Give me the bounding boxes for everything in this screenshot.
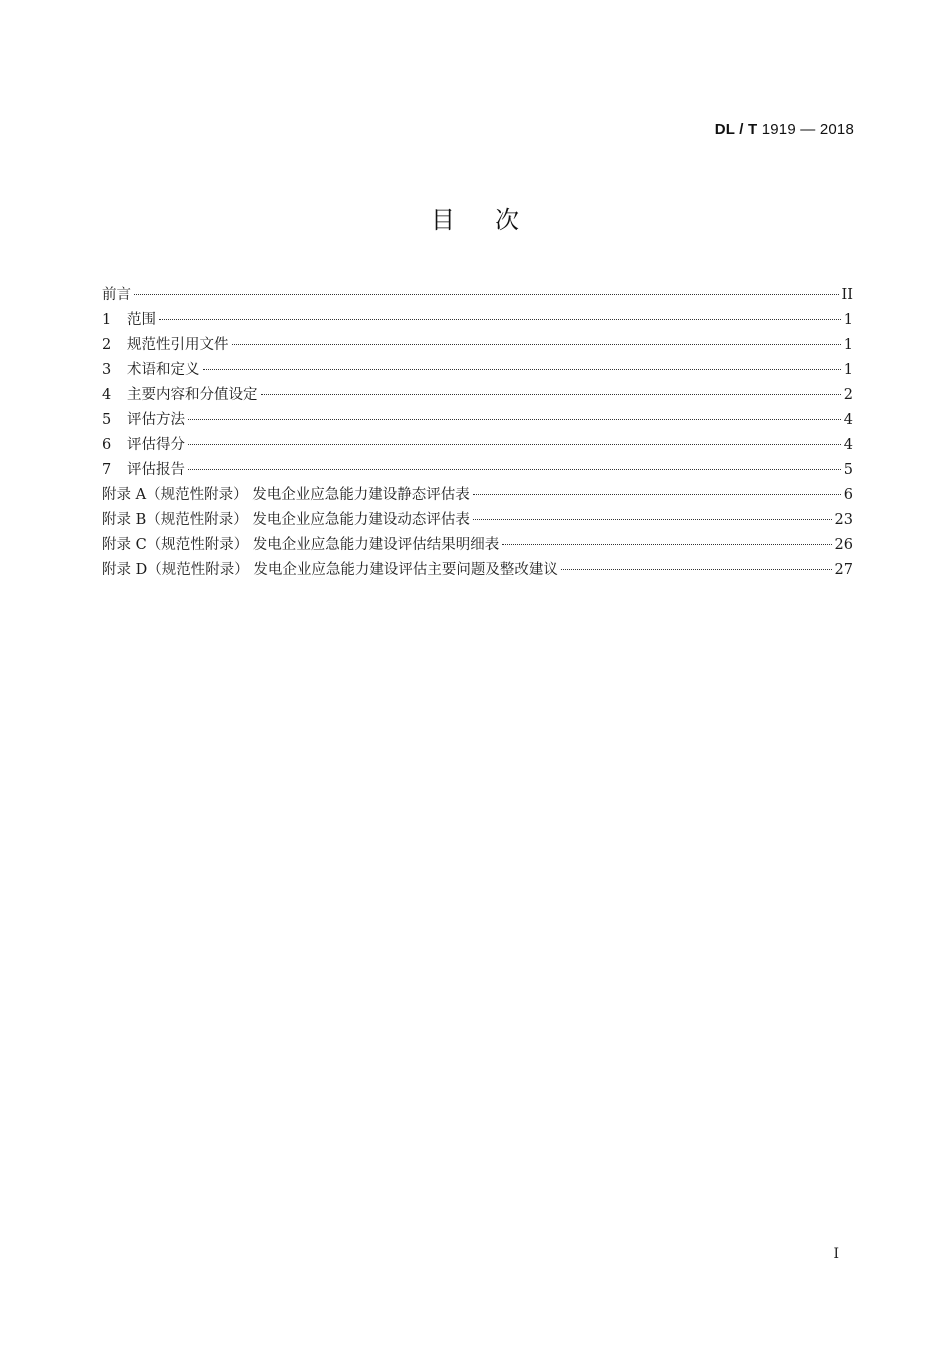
toc-entry-page: 1 xyxy=(843,312,853,328)
toc-entry-label: 附录 A（规范性附录） 发电企业应急能力建设静态评估表 xyxy=(102,487,470,503)
toc-leader-dots xyxy=(502,544,831,545)
toc-entry-page: 6 xyxy=(843,487,853,503)
toc-leader-dots xyxy=(232,344,841,345)
toc-entry-appendix-c[interactable] xyxy=(102,533,853,558)
toc-entry-page: 1 xyxy=(843,337,853,353)
toc-leader-dots xyxy=(188,444,841,445)
toc-entry-page: 26 xyxy=(834,537,853,553)
toc-entry-3[interactable] xyxy=(102,358,853,383)
toc-entry-page: 4 xyxy=(843,437,853,453)
toc-entry-page: 2 xyxy=(843,387,853,403)
toc-entry-appendix-a[interactable] xyxy=(102,483,853,508)
toc-leader-dots xyxy=(473,519,832,520)
toc-entry-7[interactable] xyxy=(102,458,853,483)
toc-leader-dots xyxy=(188,469,841,470)
toc-entry-1[interactable] xyxy=(102,308,853,333)
toc-entry-page: II xyxy=(841,287,853,303)
toc-leader-dots xyxy=(159,319,841,320)
toc-entry-number: 1 xyxy=(102,312,112,328)
toc-entry-label: 评估得分 xyxy=(127,437,185,453)
toc-entry-label: 术语和定义 xyxy=(127,362,200,378)
toc-entry-5[interactable] xyxy=(102,408,853,433)
standard-number: 1919 — 2018 xyxy=(761,121,854,138)
toc-entry-label: 规范性引用文件 xyxy=(127,337,229,353)
toc-entry-label: 附录 B（规范性附录） 发电企业应急能力建设动态评估表 xyxy=(102,512,470,528)
toc-entry-4[interactable] xyxy=(102,383,853,408)
toc-entry-label: 范围 xyxy=(127,312,156,328)
toc-leader-dots xyxy=(561,569,832,570)
toc-entry-number: 6 xyxy=(102,437,112,453)
toc-entry-number: 5 xyxy=(102,412,112,428)
table-of-contents xyxy=(102,283,853,583)
toc-entry-label: 附录 C（规范性附录） 发电企业应急能力建设评估结果明细表 xyxy=(102,537,500,553)
toc-entry-label: 评估报告 xyxy=(127,462,185,478)
toc-entry-page: 5 xyxy=(843,462,853,478)
toc-entry-number: 7 xyxy=(102,462,112,478)
toc-leader-dots xyxy=(261,394,841,395)
toc-entry-appendix-d[interactable] xyxy=(102,558,853,583)
toc-leader-dots xyxy=(134,294,839,295)
page-number: I xyxy=(833,1246,839,1262)
toc-leader-dots xyxy=(203,369,841,370)
toc-entry-label: 主要内容和分值设定 xyxy=(127,387,258,403)
toc-entry-label: 附录 D（规范性附录） 发电企业应急能力建设评估主要问题及整改建议 xyxy=(102,562,558,578)
toc-leader-dots xyxy=(473,494,841,495)
toc-entry-page: 23 xyxy=(834,512,853,528)
toc-entry-page: 4 xyxy=(843,412,853,428)
toc-title: 目次 xyxy=(431,206,559,234)
toc-entry-2[interactable] xyxy=(102,333,853,358)
toc-entry-page: 27 xyxy=(834,562,853,578)
toc-entry-6[interactable] xyxy=(102,433,853,458)
toc-entry-number: 4 xyxy=(102,387,112,403)
standard-code xyxy=(715,121,854,138)
toc-entry-number: 2 xyxy=(102,337,112,353)
toc-entry-label: 评估方法 xyxy=(127,412,185,428)
toc-entry-preface[interactable] xyxy=(102,283,853,308)
toc-entry-number: 3 xyxy=(102,362,112,378)
toc-leader-dots xyxy=(188,419,841,420)
toc-entry-page: 1 xyxy=(843,362,853,378)
standard-prefix: DL / T xyxy=(714,121,758,138)
toc-entry-label: 前言 xyxy=(102,287,131,303)
toc-entry-appendix-b[interactable] xyxy=(102,508,853,533)
